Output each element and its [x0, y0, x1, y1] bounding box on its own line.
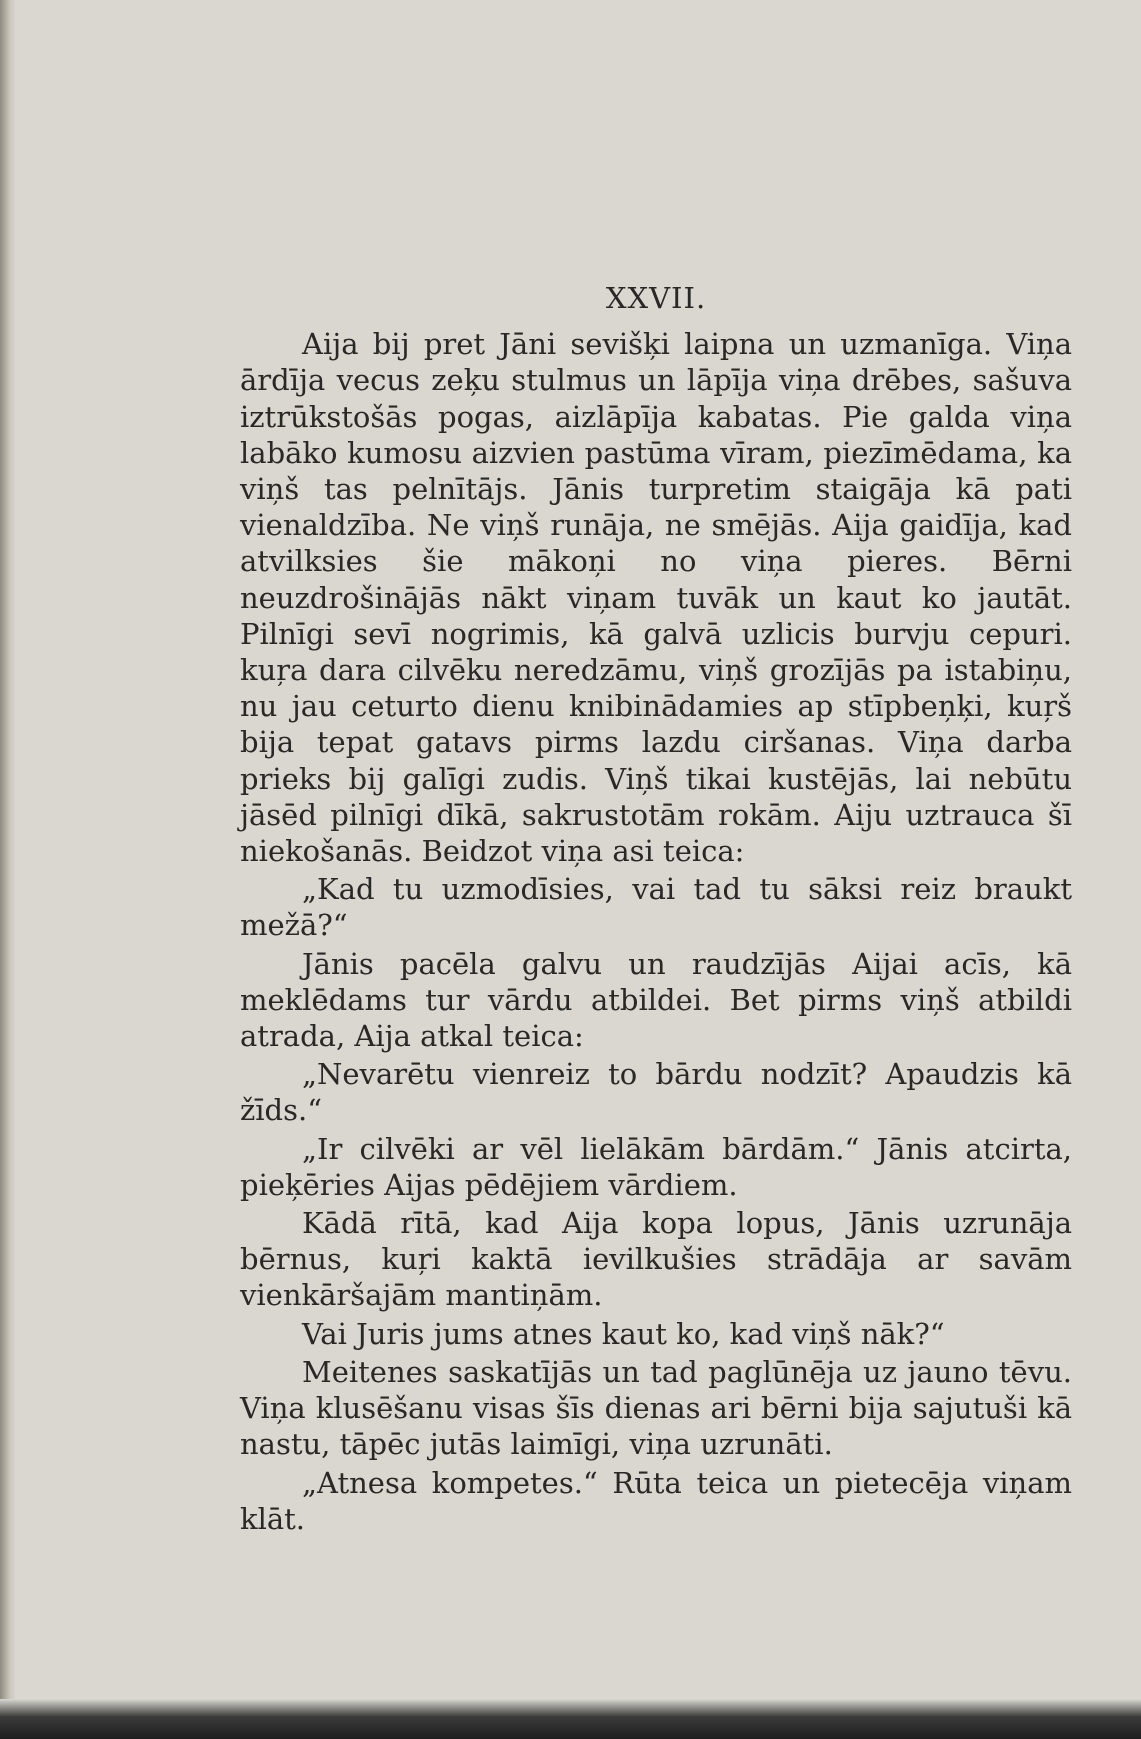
paragraph-6: Kādā rītā, kad Aija kopa lopus, Jānis uzrunāja bērnus, kuŗi kaktā ievilkušies strādāja ar savām vienkāršajām mantiņām.: [240, 1206, 1072, 1313]
paragraph-1: Aija bij pret Jāni sevišķi laipna un uzmanīga. Viņa ārdīja vecus zeķu stulmus un lāpīja viņa drēbes, sašuva iztrūkstošās pogas, aizlāpīja kabatas. Pie galda viņa labāko kumosu aizvien pastūma vīram, piezīmēdama, ka viņš tas pelnītājs. Jānis turpretim staigāja kā pati vienaldzība. Ne viņš runāja, ne smējās. Aija gaidīja, kad atvilksies šie mākoņi no viņa pieres. Bērni neuzdrošinājās nākt viņam tuvāk un kaut ko jautāt. Pilnīgi sevī nogrimis, kā galvā uzlicis burvju cepuri. kuŗa dara cilvēku neredzāmu, viņš grozījās pa istabiņu, nu jau ceturto dienu knibinādamies ap stīpbeņķi, kuŗš bija tepat gatavs pirms lazdu ciršanas. Viņa darba prieks bij galīgi zudis. Viņš tikai kustējās, lai nebūtu jāsēd pilnīgi dīkā, sakrustotām rokām. Aiju uztrauca šī niekošanās. Beidzot viņa asi teica:: [240, 327, 1072, 869]
paragraph-5: „Ir cilvēki ar vēl lielākām bārdām.“ Jānis atcirta, pieķēries Aijas pēdējiem vārdiem.: [240, 1131, 1072, 1202]
chapter-heading: XXVII.: [605, 281, 707, 315]
page-binding-edge: [0, 0, 16, 1739]
paragraph-2: „Kad tu uzmodīsies, vai tad tu sāksi reiz braukt mežā?“: [240, 872, 1072, 943]
paragraph-9: „Atnesa kompetes.“ Rūta teica un pietecēja viņam klāt.: [240, 1465, 1072, 1536]
page-text-block: [240, 280, 1072, 1537]
page-bottom-edge: [0, 1699, 1141, 1739]
paragraph-7: Vai Juris jums atnes kaut ko, kad viņš nāk?“: [302, 1316, 945, 1351]
paragraph-3: Jānis pacēla galvu un raudzījās Aijai acīs, kā meklēdams tur vārdu atbildei. Bet pirms viņš atbildi atrada, Aija atkal teica:: [240, 946, 1072, 1054]
paragraph-8: Meitenes saskatījās un tad paglūnēja uz jauno tēvu. Viņa klusēšanu visas šīs dienas ari bērni bija sajutuši kā nastu, tāpēc jutās laimīgi, viņa uzrunāti.: [240, 1354, 1072, 1462]
paragraph-4: „Nevarētu vienreiz to bārdu nodzīt? Apaudzis kā žīds.“: [240, 1057, 1072, 1128]
